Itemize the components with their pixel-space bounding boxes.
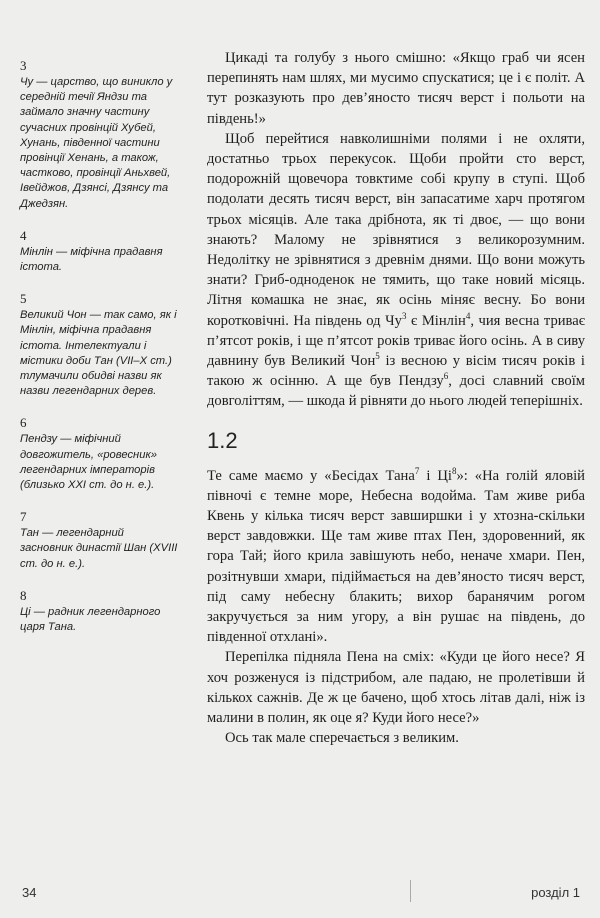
note-text: Пендзу — міфічний довгожитель, «ровесник» легендарних імператорів (близько XXI ст. до н. е.). [20,433,157,492]
paragraph-3-text: »: «На голій яловій півночі є темне море, Небесна водойма. Там живе риба Квень у кілька тисяч верст завширшки і у хтозна-скільки верст завдовжки. Ще там живе птах Пен, здоровенний, як гора Тай; його крила завішують небо, неначе хмари. Пен, розітнувши хмари, підіймається на дев’яносто тисяч верст, під саму небесну блакить; вихор баранячим рогом закручується за ним угору, а він рушає на південь, до південної отхлані». [207,467,585,646]
paragraph-2 [207,129,585,412]
note-number: 7 [20,509,27,525]
note-text: Тан — легендарний засновник династії Шан (XVIII ст. до н. е.). [20,527,178,570]
note-3 [20,58,178,212]
footnote-ref-5: 5 [375,351,380,362]
footnote-ref-8: 8 [451,465,457,476]
footer-divider [410,880,411,902]
paragraph-1: Цикаді та голубу з нього смішно: «Якщо граб чи ясен перепинять нам шлях, ми мусимо спускатися; це і є політ. А тут розказують про дев’яносто тисяч верст і польоти на південь!» [207,50,585,127]
main-text [207,48,585,749]
footnote-ref-6: 6 [443,371,449,382]
note-text: Ці — радник легендарного царя Тана. [20,605,161,634]
note-text: Великий Чон — так само, як і Мінлін, міфічна прадавня істота. Інтелектуали і містики доби Тан (VII–X ст.) тлумачили обидві назви як назви легендарних дерев. [20,309,177,398]
note-8 [20,588,178,635]
paragraph-2-text: є Мінлін [406,312,466,329]
page-number: 34 [22,885,37,900]
footnote-ref-7: 7 [414,465,420,476]
paragraph-2-text: , чия весна триває п’ятсот років, і ще п’ятсот років триває його осінь. А в сиву давнину був Великий Чон [207,312,585,370]
note-number: 5 [20,291,27,307]
note-number: 3 [20,58,27,73]
paragraph-3 [207,466,585,648]
chapter-label: розділ 1 [531,885,580,900]
note-number: 4 [20,227,27,243]
note-number: 6 [20,415,27,431]
note-6 [20,415,178,493]
paragraph-2-text: із весною у вісім тисяч років і такою ж осінню. А ще був Пендзу [207,353,585,390]
footnote-ref-4: 4 [465,310,471,321]
note-number: 8 [20,587,27,603]
note-text: Мінлін — міфічна прадавня істота. [20,245,163,274]
paragraph-5: Ось так мале сперечається з великим. [225,730,459,747]
note-text: Чу — царство, що виникло у середній течії Яндзи та займало значну частину сучасних провінцій Хубей, Хунань, південної частини провінції Хенань, а також, частково, провінції Аньхвей, Івейджов, Дзянсі, Дзянсу та Джедзян. [20,76,173,210]
paragraph-2-text: Щоб перейтися навколишніми полями і не охляти, достатньо трьох перекусок. Щоби пройти сто верст, подорожній щовечора товктиме собі крупу в ступі. Щоб подолати десять тисяч верст, він запасатиме харч протягом трьох місяців. Але така дрібнота, як ті двоє, — що вони знають? Малому не зрівнятися з великорозумним. Недолітку не зрівнятися з древнім днями. Що вони можуть знати? Гриб-одноденок не тямить, що таке новий місяць. Літня комашка не знає, як осінь міняє весну. Бо вони коротковічні. На південь од Чу [207,130,585,329]
side-notes [20,58,178,651]
note-7 [20,509,178,572]
section-heading: 1.2 [207,427,238,453]
note-4 [20,228,178,275]
footnote-ref-3: 3 [401,310,407,321]
paragraph-3-text: Те саме маємо у «Бесідах Тана [207,467,415,484]
paragraph-4: Перепілка підняла Пена на сміх: «Куди це його несе? Я хоч розженуся із підстрибом, але падаю, не пролетівши й кількох сажнів. Де ж це бачено, щоб хтось літав далі, ніж із малини в полин, як оце я? Куди його несе?» [207,649,585,727]
paragraph-3-text: і Ці [419,467,452,484]
note-5 [20,291,178,399]
paragraph-2-text: , досі славний своїм довголіттям, — шкода й рівняти до нього людей теперішніх. [207,373,585,410]
